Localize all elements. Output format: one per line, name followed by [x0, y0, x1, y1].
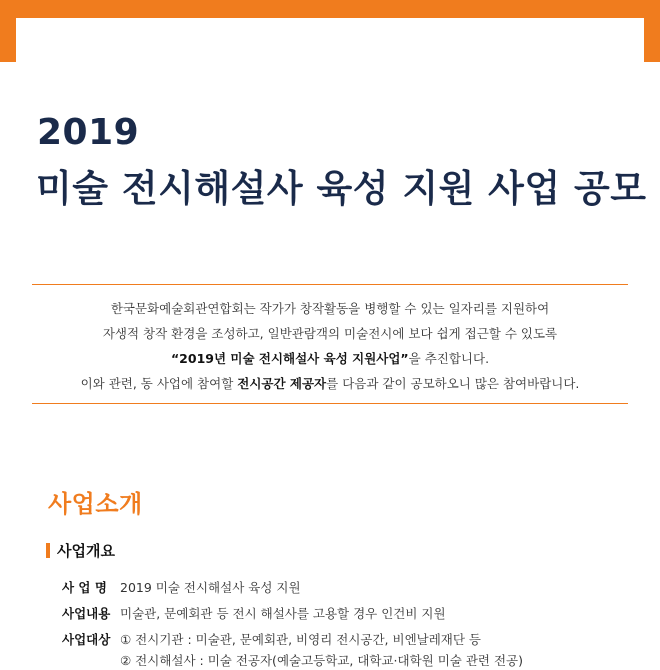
intro-box: [32, 284, 628, 404]
intro-line-3-rest: 을 추진합니다.: [408, 351, 490, 366]
intro-highlight: 전시공간 제공자: [237, 376, 327, 391]
intro-line-4-post: 를 다음과 같이 공모하오니 많은 참여바랍니다.: [326, 376, 580, 391]
intro-line-2: 자생적 창작 환경을 조성하고, 일반관람객의 미술전시에 보다 쉽게 접근할 수 있도록: [102, 326, 558, 341]
overview-row: [62, 651, 523, 669]
intro-line-4: [32, 374, 628, 392]
intro-line-4-pre: 이와 관련, 동 사업에 참여할: [80, 376, 238, 391]
overview-row: [62, 630, 481, 648]
overview-row: [62, 604, 446, 622]
overview-label: 사업내용: [62, 606, 111, 621]
overview-row: [62, 578, 301, 596]
page-title-year: 2019: [37, 112, 140, 153]
overview-value: ② 전시해설사 : 미술 전공자(예술고등학교, 대학교·대학원 미술 관련 전공): [120, 653, 524, 668]
section-title: 사업소개: [48, 490, 143, 518]
intro-project-name: “2019년 미술 전시해설사 육성 지원사업”: [170, 351, 409, 366]
page-title: 미술 전시해설사 육성 지원 사업 공모: [36, 167, 647, 210]
overview-label: 사 업 명: [62, 580, 107, 595]
intro-line-3: [32, 349, 628, 367]
frame-top-border: [0, 0, 660, 18]
overview-value: 2019 미술 전시해설사 육성 지원: [120, 580, 301, 595]
subsection-title-text: 사업개요: [57, 541, 115, 560]
overview-value: 미술관, 문예회관 등 전시 해설사를 고용할 경우 인건비 지원: [120, 606, 446, 621]
intro-line-1: 한국문화예술회관연합회는 작가가 창작활동을 병행할 수 있는 일자리를 지원하여: [110, 301, 550, 316]
overview-value: ① 전시기관 : 미술관, 문예회관, 비영리 전시공간, 비엔날레재단 등: [120, 632, 482, 647]
frame-left-border: [0, 0, 16, 62]
subsection-title: [46, 540, 115, 560]
overview-label: 사업대상: [62, 632, 111, 647]
frame-right-border: [644, 0, 660, 62]
subsection-bar-icon: [46, 543, 50, 558]
